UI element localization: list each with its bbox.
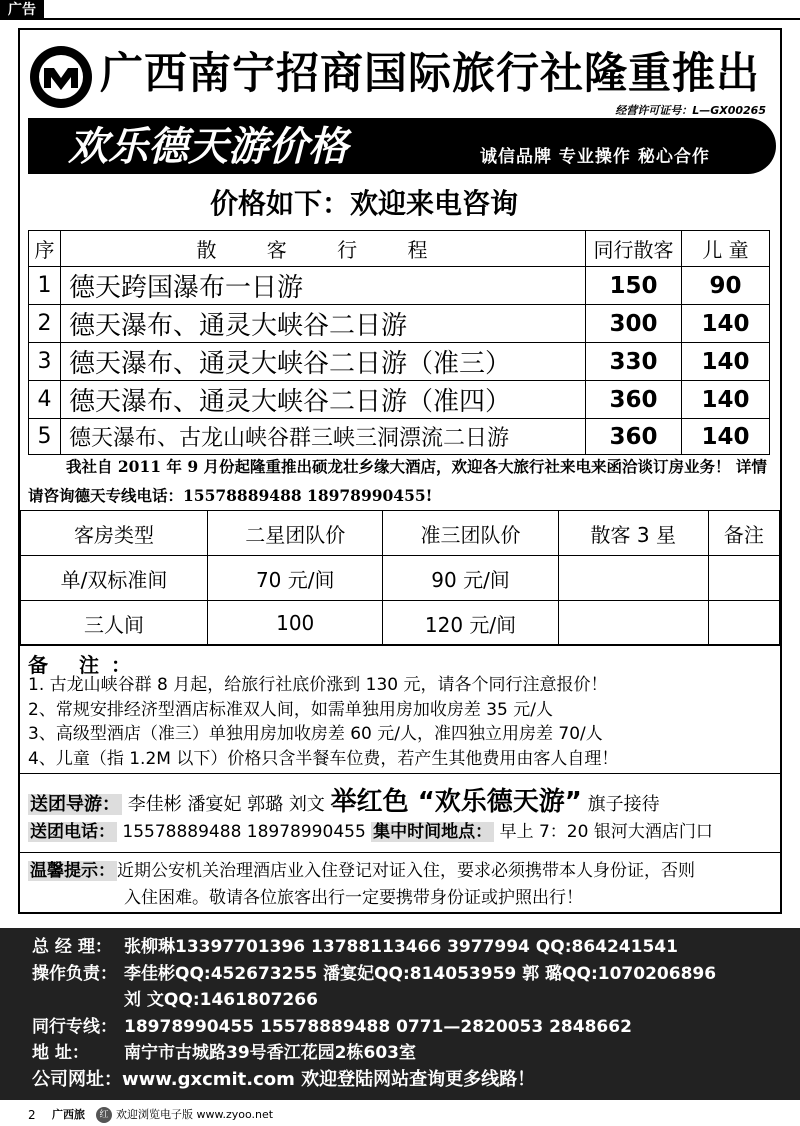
room-note bbox=[708, 601, 779, 646]
table-row bbox=[29, 343, 770, 381]
contact-label: 同行专线： bbox=[32, 1016, 117, 1037]
list-item: 3、高级型酒店（准三）单独用房加收房差 60 元/人，准四独立用房差 70/人 bbox=[28, 724, 603, 744]
divider bbox=[20, 852, 780, 853]
contact-value: 张柳琳13397701396 13788113466 3977994 QQ:864241541 bbox=[124, 937, 678, 957]
header-no: 序 bbox=[29, 231, 61, 267]
tour-name: 德天跨国瀑布一日游 bbox=[61, 267, 586, 305]
room-header: 准三团队价 bbox=[383, 511, 558, 556]
ad-tag: 广告 bbox=[0, 0, 44, 20]
meet-info: 早上 7：20 银河大酒店门口 bbox=[499, 822, 713, 842]
tip-line-1: 近期公安机关治理酒店业入住登记对证入住，要求必须携带本人身份证，否则 bbox=[117, 861, 695, 881]
license-number: 经营许可证号：L—GX00265 bbox=[615, 104, 766, 117]
footer-ad-text: 欢迎浏览电子版 www.zyoo.net bbox=[116, 1108, 274, 1121]
contact-value: 刘 文QQ:1461807266 bbox=[124, 990, 318, 1010]
header-child: 儿 童 bbox=[682, 231, 770, 267]
tour-no: 5 bbox=[29, 419, 61, 455]
tour-name: 德天瀑布、古龙山峡谷群三峡三洞漂流二日游 bbox=[61, 419, 586, 455]
tour-no: 4 bbox=[29, 381, 61, 419]
room-type: 三人间 bbox=[21, 601, 208, 646]
tip-line-2: 入住困难。敬请各位旅客出行一定要携带身份证或护照出行！ bbox=[124, 888, 583, 908]
company-logo-icon bbox=[30, 46, 92, 108]
send-phone-numbers: 15578889488 18978990455 bbox=[122, 822, 366, 842]
send-phone-label: 送团电话： bbox=[30, 822, 115, 842]
tour-child-price: 140 bbox=[682, 343, 770, 381]
guide-flag: 红色 “欢乐德天游” bbox=[356, 787, 582, 817]
tour-child-price: 140 bbox=[682, 419, 770, 455]
contact-label: 地 址： bbox=[32, 1043, 89, 1063]
tour-adult-price: 360 bbox=[586, 381, 682, 419]
tour-adult-price: 330 bbox=[586, 343, 682, 381]
publisher-name: 广西旅 bbox=[52, 1108, 85, 1121]
tour-no: 3 bbox=[29, 343, 61, 381]
price-subtitle: 价格如下：欢迎来电咨询 bbox=[209, 187, 518, 220]
remarks-section bbox=[20, 644, 780, 774]
guide-label: 送团导游： bbox=[30, 794, 120, 815]
tour-name: 德天瀑布、通灵大峡谷二日游 bbox=[61, 305, 586, 343]
tour-adult-price: 360 bbox=[586, 419, 682, 455]
remarks-title: 备 注： bbox=[28, 653, 143, 677]
page-footer bbox=[0, 1104, 800, 1126]
contact-value: 李佳彬QQ:452673255 潘宴妃QQ:814053959 郭 璐QQ:1070206896 bbox=[124, 963, 717, 984]
contact-row bbox=[32, 961, 716, 988]
table-row bbox=[29, 267, 770, 305]
table-row bbox=[29, 381, 770, 419]
tour-price-table bbox=[28, 230, 770, 455]
guide-row bbox=[28, 788, 660, 819]
tip-label: 温馨提示： bbox=[30, 861, 115, 881]
guide-names: 李佳彬 潘宴妃 郭璐 刘文 bbox=[127, 794, 325, 815]
contact-list bbox=[32, 934, 716, 1093]
room-header: 散客 3 星 bbox=[558, 511, 708, 556]
tour-no: 2 bbox=[29, 305, 61, 343]
room-price: 100 bbox=[208, 601, 383, 646]
list-item: 4、儿童（指 1.2M 以下）价格只含半餐车位费，若产生其他费用由客人自理！ bbox=[28, 748, 619, 769]
remarks-list bbox=[28, 673, 618, 771]
room-price bbox=[558, 601, 708, 646]
room-note bbox=[708, 556, 779, 601]
page-number: 2 bbox=[28, 1108, 36, 1122]
room-header: 备注 bbox=[708, 511, 779, 556]
tour-adult-price: 150 bbox=[586, 267, 682, 305]
tour-child-price: 90 bbox=[682, 267, 770, 305]
room-price: 70 元/间 bbox=[208, 556, 383, 601]
guide-post: 旗子接待 bbox=[587, 794, 660, 815]
tour-child-price: 140 bbox=[682, 381, 770, 419]
header-adult: 同行散客 bbox=[586, 231, 682, 267]
room-header: 二星团队价 bbox=[208, 511, 383, 556]
tour-adult-price: 300 bbox=[586, 305, 682, 343]
contact-label: 操作负责： bbox=[32, 963, 117, 984]
hotel-notice: 我社自 2011 年 9 月份起隆重推出硕龙壮乡缘大酒店，欢迎各大旅行社来电来函洽谈订房业务！ 详情请咨询德天专线电话：15578889488 18978990455! bbox=[28, 457, 767, 505]
company-name: 广西南宁招商国际旅行社隆重推出 bbox=[100, 49, 760, 99]
meet-label: 集中时间地点： bbox=[373, 822, 493, 842]
table-row bbox=[29, 305, 770, 343]
contact-row bbox=[32, 934, 716, 961]
guide-pre: 举 bbox=[330, 787, 357, 817]
table-row bbox=[21, 601, 780, 646]
room-table-header bbox=[21, 511, 780, 556]
contact-label: 总 经 理： bbox=[32, 937, 112, 957]
tip-section bbox=[28, 858, 778, 912]
banner-title: 欢乐德天游价格 bbox=[68, 123, 348, 170]
banner-slogan: 诚信品牌 专业操作 秘心合作 bbox=[480, 147, 710, 167]
list-item: 1. 古龙山峡谷群 8 月起，给旅行社底价涨到 130 元，请各个同行注意报价！ bbox=[28, 675, 608, 695]
tour-table-header bbox=[29, 231, 770, 267]
website-link[interactable]: 公司网址：www.gxcmit.com 欢迎登陆网站查询更多线路！ bbox=[32, 1068, 536, 1090]
room-header: 客房类型 bbox=[21, 511, 208, 556]
contact-value: 南宁市古城路39号香江花园2栋603室 bbox=[124, 1043, 416, 1063]
contact-row bbox=[32, 1014, 716, 1041]
header-route: 散 客 行 程 bbox=[61, 231, 586, 267]
tour-name: 德天瀑布、通灵大峡谷二日游（准四） bbox=[61, 381, 586, 419]
table-row bbox=[29, 419, 770, 455]
contact-row bbox=[32, 1040, 716, 1067]
list-item: 2、常规安排经济型酒店标准双人间，如需单独用房加收房差 35 元/人 bbox=[28, 699, 553, 720]
room-price bbox=[558, 556, 708, 601]
send-phone-row bbox=[28, 818, 713, 846]
room-price: 90 元/间 bbox=[383, 556, 558, 601]
table-row bbox=[21, 556, 780, 601]
contact-value: 18978990455 15578889488 0771—2820053 2848662 bbox=[124, 1016, 632, 1037]
room-price-table bbox=[20, 510, 780, 646]
room-type: 单/双标准间 bbox=[21, 556, 208, 601]
contact-row bbox=[32, 987, 716, 1014]
room-price: 120 元/间 bbox=[383, 601, 558, 646]
tour-no: 1 bbox=[29, 267, 61, 305]
publisher-badge-icon: 红 bbox=[96, 1107, 112, 1123]
tour-child-price: 140 bbox=[682, 305, 770, 343]
top-rule bbox=[44, 18, 800, 20]
tour-name: 德天瀑布、通灵大峡谷二日游（准三） bbox=[61, 343, 586, 381]
